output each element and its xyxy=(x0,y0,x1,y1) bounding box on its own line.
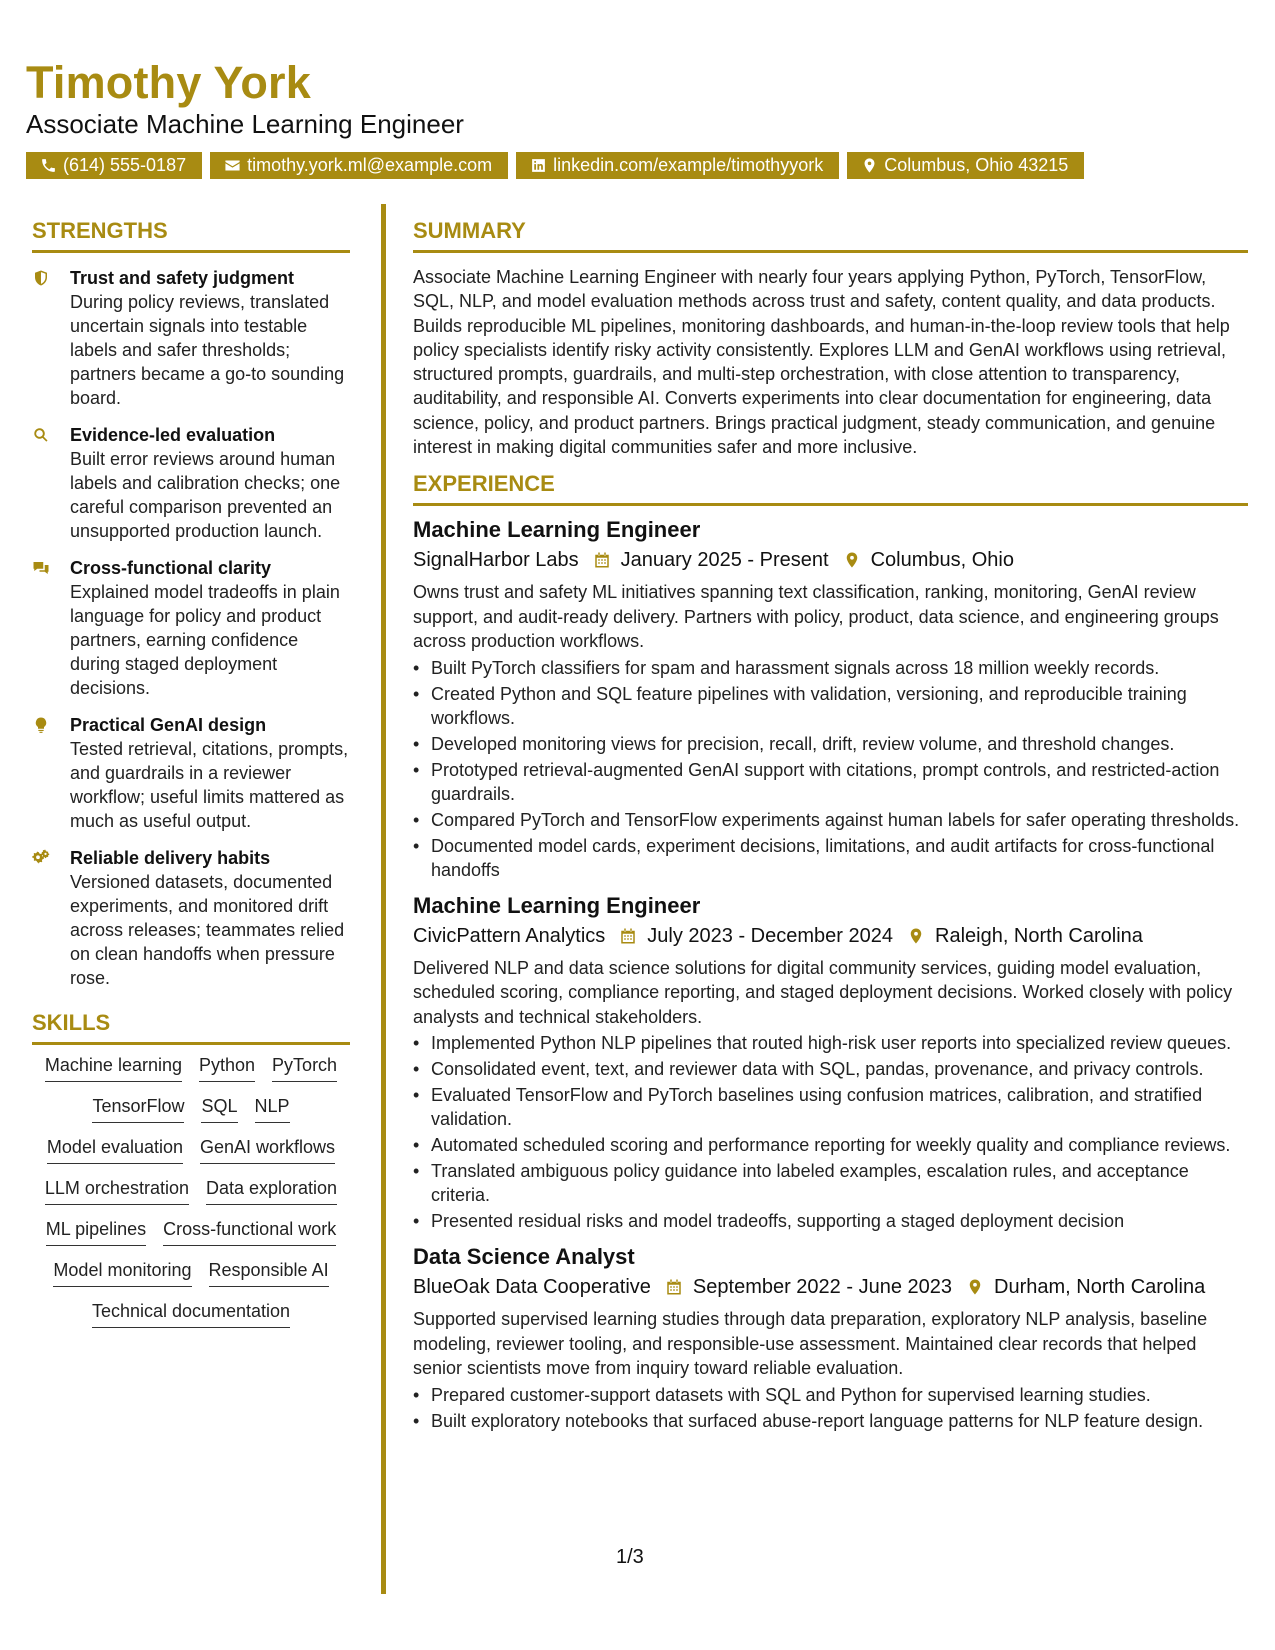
candidate-role: Associate Machine Learning Engineer xyxy=(26,109,464,139)
strength-title: Evidence-led evaluation xyxy=(70,425,276,445)
resume-header xyxy=(26,58,464,140)
candidate-name: Timothy York xyxy=(26,57,311,108)
job-location: Durham, North Carolina xyxy=(994,1276,1206,1299)
job-bullet: • Built exploratory notebooks that surfaced abuse-report language patterns for NLP feature design. xyxy=(431,1409,1248,1433)
strength-item xyxy=(32,556,350,700)
skill-tag: NLP xyxy=(255,1094,290,1123)
strength-desc: Built error reviews around human labels and calibration checks; one careful comparison prevented an unsupported production launch. xyxy=(70,449,341,541)
job-bullet: • Prototyped retrieval-augmented GenAI support with citations, prompt controls, and restricted-action guardrails. xyxy=(431,758,1248,806)
job-description: Owns trust and safety ML initiatives spanning text classification, ranking, monitoring, GenAI review support, and audit-ready delivery. Partners with policy, product, data science, and engineering groups across production workflows. xyxy=(413,582,1219,652)
right-column xyxy=(413,218,1248,1433)
skill-tag: Data exploration xyxy=(206,1176,337,1205)
job-bullet: • Consolidated event, text, and reviewer data with SQL, pandas, provenance, and privacy controls. xyxy=(431,1057,1248,1081)
page-number: 1/3 xyxy=(616,1546,644,1568)
job-dates: January 2025 - Present xyxy=(620,549,829,572)
job-dates: September 2022 - June 2023 xyxy=(692,1276,952,1299)
job-entry xyxy=(413,516,1248,882)
experience-title: EXPERIENCE xyxy=(413,471,1248,506)
job-bullets xyxy=(413,656,1248,882)
gears-icon xyxy=(32,849,50,867)
job-entry xyxy=(413,892,1248,1234)
job-bullet: • Documented model cards, experiment decisions, limitations, and audit artifacts for cross-functional handoffs xyxy=(431,834,1248,882)
skill-tag: PyTorch xyxy=(272,1053,337,1082)
skill-tag: TensorFlow xyxy=(92,1094,184,1123)
skill-tag: SQL xyxy=(201,1094,237,1123)
skill-tag: GenAI workflows xyxy=(200,1135,335,1164)
summary-title: SUMMARY xyxy=(413,218,1248,253)
lightbulb-icon xyxy=(32,716,50,734)
job-description: Supported supervised learning studies through data preparation, exploratory NLP analysis, baseline modeling, reviewer tooling, and responsible-use assessment. Maintained clear records that helped senior scientists move from inquiry toward reliable evaluation. xyxy=(413,1309,1208,1379)
job-bullets xyxy=(413,1383,1248,1433)
map-pin-icon xyxy=(907,927,925,945)
phone-text: (614) 555-0187 xyxy=(63,155,187,175)
strength-item xyxy=(32,713,350,833)
job-bullets xyxy=(413,1031,1248,1233)
skills-title: SKILLS xyxy=(32,1010,350,1045)
job-bullet: • Translated ambiguous policy guidance into labeled examples, escalation rules, and acceptance criteria. xyxy=(431,1159,1248,1207)
skill-tag: Cross-functional work xyxy=(163,1217,336,1246)
shield-icon xyxy=(32,269,50,287)
column-divider xyxy=(381,204,386,1594)
job-dates: July 2023 - December 2024 xyxy=(647,924,893,947)
strength-desc: Tested retrieval, citations, prompts, and guardrails in a reviewer workflow; useful limits mattered as much as useful output. xyxy=(70,739,349,831)
strength-title: Trust and safety judgment xyxy=(70,268,295,288)
skill-tag: Model evaluation xyxy=(47,1135,183,1164)
job-entry xyxy=(413,1243,1248,1433)
envelope-icon xyxy=(224,157,241,174)
job-bullet: • Compared PyTorch and TensorFlow experiments against human labels for safer operating thresholds. xyxy=(431,808,1248,832)
job-bullet: • Built PyTorch classifiers for spam and harassment signals across 18 million weekly records. xyxy=(431,656,1248,680)
job-company: SignalHarbor Labs xyxy=(413,549,579,572)
contact-phone[interactable] xyxy=(26,152,202,179)
phone-icon xyxy=(40,157,57,174)
job-meta xyxy=(413,1273,1248,1301)
comments-icon xyxy=(32,559,50,577)
job-meta xyxy=(413,922,1248,950)
contact-bar xyxy=(26,152,1084,179)
strength-title: Reliable delivery habits xyxy=(70,848,271,868)
contact-linkedin[interactable] xyxy=(516,152,839,179)
job-bullet: • Presented residual risks and model tradeoffs, supporting a staged deployment decision xyxy=(431,1209,1248,1233)
strength-item xyxy=(32,266,350,410)
search-icon xyxy=(32,426,50,444)
strength-item xyxy=(32,846,350,990)
skill-tag: Responsible AI xyxy=(209,1258,329,1287)
contact-location[interactable] xyxy=(847,152,1084,179)
skill-tag: Technical documentation xyxy=(92,1299,290,1328)
calendar-icon xyxy=(619,927,637,945)
job-bullet: • Evaluated TensorFlow and PyTorch baselines using confusion matrices, calibration, and stratified validation. xyxy=(431,1083,1248,1131)
job-company: BlueOak Data Cooperative xyxy=(413,1276,651,1299)
location-text: Columbus, Ohio 43215 xyxy=(884,155,1069,175)
job-description: Delivered NLP and data science solutions for digital community services, guiding model evaluation, scheduled scoring, compliance reporting, and staged deployment decisions. Worked closely with policy analysts and technical stakeholders. xyxy=(413,957,1233,1027)
strength-desc: Versioned datasets, documented experiments, and monitored drift across releases; teammates relied on clean handoffs when pressure rose. xyxy=(70,872,345,988)
calendar-icon xyxy=(593,551,611,569)
job-meta xyxy=(413,546,1248,574)
job-location: Columbus, Ohio xyxy=(870,549,1014,572)
job-location: Raleigh, North Carolina xyxy=(935,924,1143,947)
calendar-icon xyxy=(665,1278,683,1296)
job-title: Machine Learning Engineer xyxy=(413,892,701,918)
skill-tag: ML pipelines xyxy=(46,1217,146,1246)
contact-email[interactable] xyxy=(210,152,508,179)
skill-tag: LLM orchestration xyxy=(45,1176,189,1205)
email-text: timothy.york.ml@example.com xyxy=(247,155,493,175)
linkedin-text: linkedin.com/example/timothyyork xyxy=(553,155,824,175)
skills-list xyxy=(32,1053,350,1328)
linkedin-icon xyxy=(530,157,547,174)
job-title: Machine Learning Engineer xyxy=(413,517,701,543)
strengths-title: STRENGTHS xyxy=(32,218,350,253)
strength-title: Practical GenAI design xyxy=(70,715,267,735)
summary-text: Associate Machine Learning Engineer with nearly four years applying Python, PyTorch, TensorFlow, SQL, NLP, and model evaluation methods across trust and safety, content quality, and data products. Builds reproducible ML pipelines, monitoring dashboards, and human-in-the-loop review tools that help policy specialists identify risky activity consistently. Explores LLM and GenAI workflows using retrieval, structured prompts, guardrails, and multi-step orchestration, with close attention to transparency, auditability, and responsible AI. Converts experiments into clear documentation for engineering, data science, policy, and product partners. Brings practical judgment, steady communication, and genuine interest in making digital communities safer and more inclusive. xyxy=(413,267,1230,458)
strength-desc: Explained model tradeoffs in plain language for policy and product partners, earning confidence during staged deployment decisions. xyxy=(70,582,340,698)
map-pin-icon xyxy=(966,1278,984,1296)
skill-tag: Model monitoring xyxy=(53,1258,191,1287)
job-bullet: • Automated scheduled scoring and performance reporting for weekly quality and compliance reviews. xyxy=(431,1133,1248,1157)
skill-tag: Machine learning xyxy=(45,1053,182,1082)
strength-title: Cross-functional clarity xyxy=(70,558,272,578)
job-bullet: • Created Python and SQL feature pipelines with validation, versioning, and reproducible training workflows. xyxy=(431,682,1248,730)
strength-desc: During policy reviews, translated uncertain signals into testable labels and safer thresholds; partners became a go-to sounding board. xyxy=(70,292,345,408)
skill-tag: Python xyxy=(199,1053,255,1082)
job-bullet: • Implemented Python NLP pipelines that routed high-risk user reports into specialized review queues. xyxy=(431,1031,1248,1055)
map-pin-icon xyxy=(861,157,878,174)
job-bullet: • Prepared customer-support datasets with SQL and Python for supervised learning studies. xyxy=(431,1383,1248,1407)
job-company: CivicPattern Analytics xyxy=(413,924,606,947)
job-bullet: • Developed monitoring views for precision, recall, drift, review volume, and threshold changes. xyxy=(431,732,1248,756)
strength-item xyxy=(32,423,350,543)
map-pin-icon xyxy=(843,551,861,569)
job-title: Data Science Analyst xyxy=(413,1244,635,1270)
left-column xyxy=(32,218,350,1328)
